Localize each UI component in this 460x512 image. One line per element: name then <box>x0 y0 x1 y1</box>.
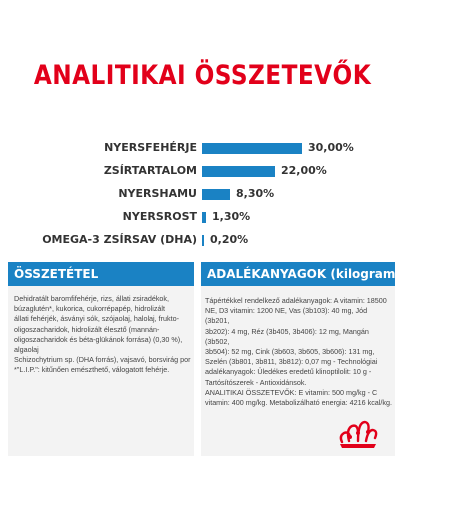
additives-line: Tápértékkel rendelkező adalékanyagok: A vitamin: 18500 <box>205 296 387 305</box>
page-title: ANALITIKAI ÖSSZETEVŐK <box>33 60 372 91</box>
analytical-constituents-chart <box>0 138 405 253</box>
composition-line: oligoszacharidok és béta-glükánok forrása) (0,30 %), algaolaj <box>14 334 183 355</box>
composition-line: búzaglutén*, kukorica, cukorrépapép, hidrolizált <box>14 304 166 314</box>
chart-bar <box>202 166 275 177</box>
chart-bar <box>202 235 204 246</box>
additives-heading: ADALÉKANYAGOK (kilogrammonként) <box>201 262 395 286</box>
composition-line: oligoszacharidok, hidrolizált élesztő (mannán- <box>14 324 160 334</box>
additives-line: ANALITIKAI ÖSSZETEVŐK: E vitamin: 500 mg/kg - C <box>205 387 378 397</box>
composition-heading: ÖSSZETÉTEL <box>8 262 194 286</box>
chart-category-label: NYERSFEHÉRJE <box>104 141 197 154</box>
additives-line: 3b202): 4 mg, Réz (3b405, 3b406): 12 mg, Mangán (3b502, <box>205 326 369 346</box>
chart-category-label: ZSÍRTARTALOM <box>103 164 197 177</box>
chart-value-label: 30,00% <box>308 141 354 154</box>
composition-line: állati fehérjék, ásványi sók, szójaolaj, halolaj, frukto- <box>14 314 179 324</box>
chart-row <box>0 230 405 250</box>
chart-row <box>0 138 405 158</box>
royal-canin-crown-logo <box>336 416 380 450</box>
chart-row <box>0 161 405 181</box>
additives-text <box>205 296 393 408</box>
additives-line: adalékanyagok: Üledékes eredetű klinoptilolit: 10 g - <box>205 367 372 377</box>
chart-bar <box>202 189 230 200</box>
chart-category-label: NYERSROST <box>122 210 197 223</box>
additives-line: Szelén (3b801, 3b811, 3b812): 0,07 mg - Technológiai <box>205 357 378 367</box>
composition-text <box>14 294 192 376</box>
composition-line: Dehidratált baromfifehérje, rizs, állati zsiradékok, <box>14 294 169 303</box>
composition-line: *"L.I.P.": kitűnően emészthető, válogatott fehérje. <box>14 365 170 375</box>
chart-category-label: OMEGA-3 ZSÍRSAV (DHA) <box>42 233 197 246</box>
chart-bar <box>202 143 302 154</box>
additives-line: 3b504): 52 mg, Cink (3b603, 3b605, 3b606): 131 mg, <box>205 347 375 357</box>
chart-value-label: 8,30% <box>236 187 275 200</box>
additives-line: vitamin: 400 mg/kg. Metabolizálható energia: 4216 kcal/kg. <box>205 398 392 408</box>
additives-line: Tartósítószerek - Antioxidánsok. <box>205 377 307 387</box>
chart-bar <box>202 212 206 223</box>
chart-row <box>0 184 405 204</box>
composition-line: Schizochytrium sp. (DHA forrás), vajsavó, borsvirág por <box>14 355 191 365</box>
chart-row <box>0 207 405 227</box>
chart-value-label: 0,20% <box>210 233 249 246</box>
additives-line: NE, D3 vitamin: 1200 NE, Vas (3b103): 40 mg, Jód (3b201, <box>205 306 368 326</box>
chart-category-label: NYERSHAMU <box>118 187 197 200</box>
chart-value-label: 22,00% <box>281 164 327 177</box>
chart-value-label: 1,30% <box>212 210 251 223</box>
